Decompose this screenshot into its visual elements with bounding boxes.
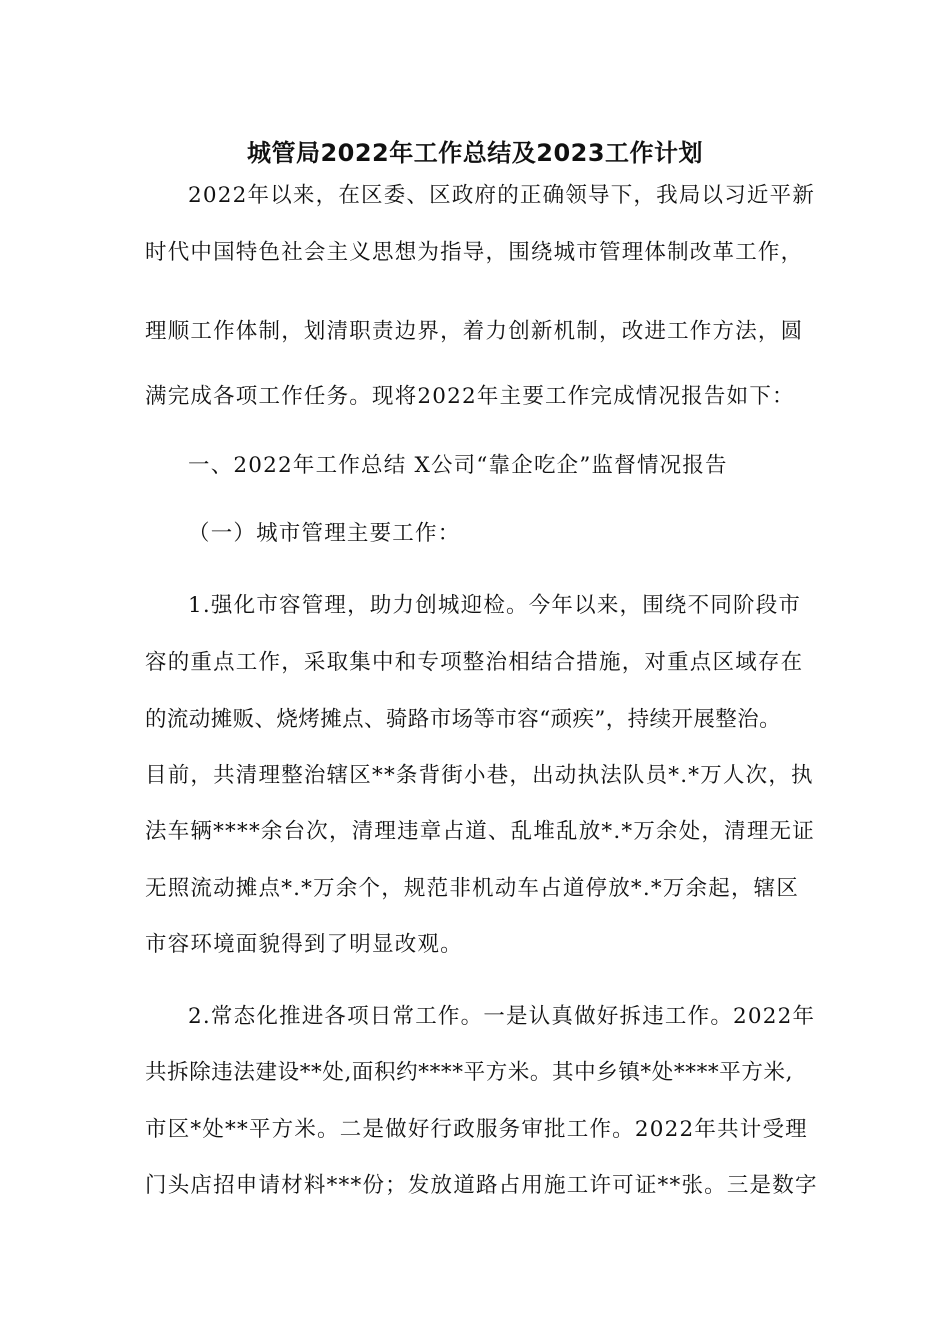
subsection-heading: （一）城市管理主要工作： — [188, 521, 461, 546]
paragraph-line: 2.常态化推进各项日常工作。一是认真做好拆违工作。2022年 — [188, 1004, 816, 1029]
paragraph-line: 法车辆****余台次，清理违章占道、乱堆乱放*.*万余处，清理无证 — [145, 819, 815, 844]
paragraph-line: 理顺工作体制，划清职责边界，着力创新机制，改进工作方法，圆 — [145, 319, 804, 344]
paragraph-line: 满完成各项工作任务。现将2022年主要工作完成情况报告如下： — [145, 384, 795, 409]
paragraph-line: 共拆除违法建设**处,面积约****平方米。其中乡镇*处****平方米, — [145, 1060, 794, 1085]
paragraph-line: 容的重点工作，采取集中和专项整治相结合措施，对重点区域存在 — [145, 650, 804, 675]
paragraph-line: 市容环境面貌得到了明显改观。 — [145, 932, 463, 957]
paragraph-line: 时代中国特色社会主义思想为指导，围绕城市管理体制改革工作， — [145, 240, 804, 265]
paragraph-line: 门头店招申请材料***份；发放道路占用施工许可证**张。三是数字 — [145, 1173, 818, 1198]
paragraph-line: 目前，共清理整治辖区**条背街小巷，出动执法队员*.*万人次，执 — [145, 763, 814, 788]
section-heading: 一、2022年工作总结 X公司“靠企吃企”监督情况报告 — [188, 453, 728, 478]
paragraph-line: 2022年以来，在区委、区政府的正确领导下，我局以习近平新 — [188, 183, 816, 208]
paragraph-line: 市区*处**平方米。二是做好行政服务审批工作。2022年共计受理 — [145, 1117, 808, 1142]
paragraph-line: 1.强化市容管理，助力创城迎检。今年以来，围绕不同阶段市 — [188, 593, 802, 618]
paragraph-line: 无照流动摊点*.*万余个，规范非机动车占道停放*.*万余起，辖区 — [145, 876, 800, 901]
page-title: 城管局2022年工作总结及2023工作计划 — [246, 139, 704, 167]
paragraph-line: 的流动摊贩、烧烤摊点、骑路市场等市容“顽疾”，持续开展整治。 — [145, 707, 781, 732]
